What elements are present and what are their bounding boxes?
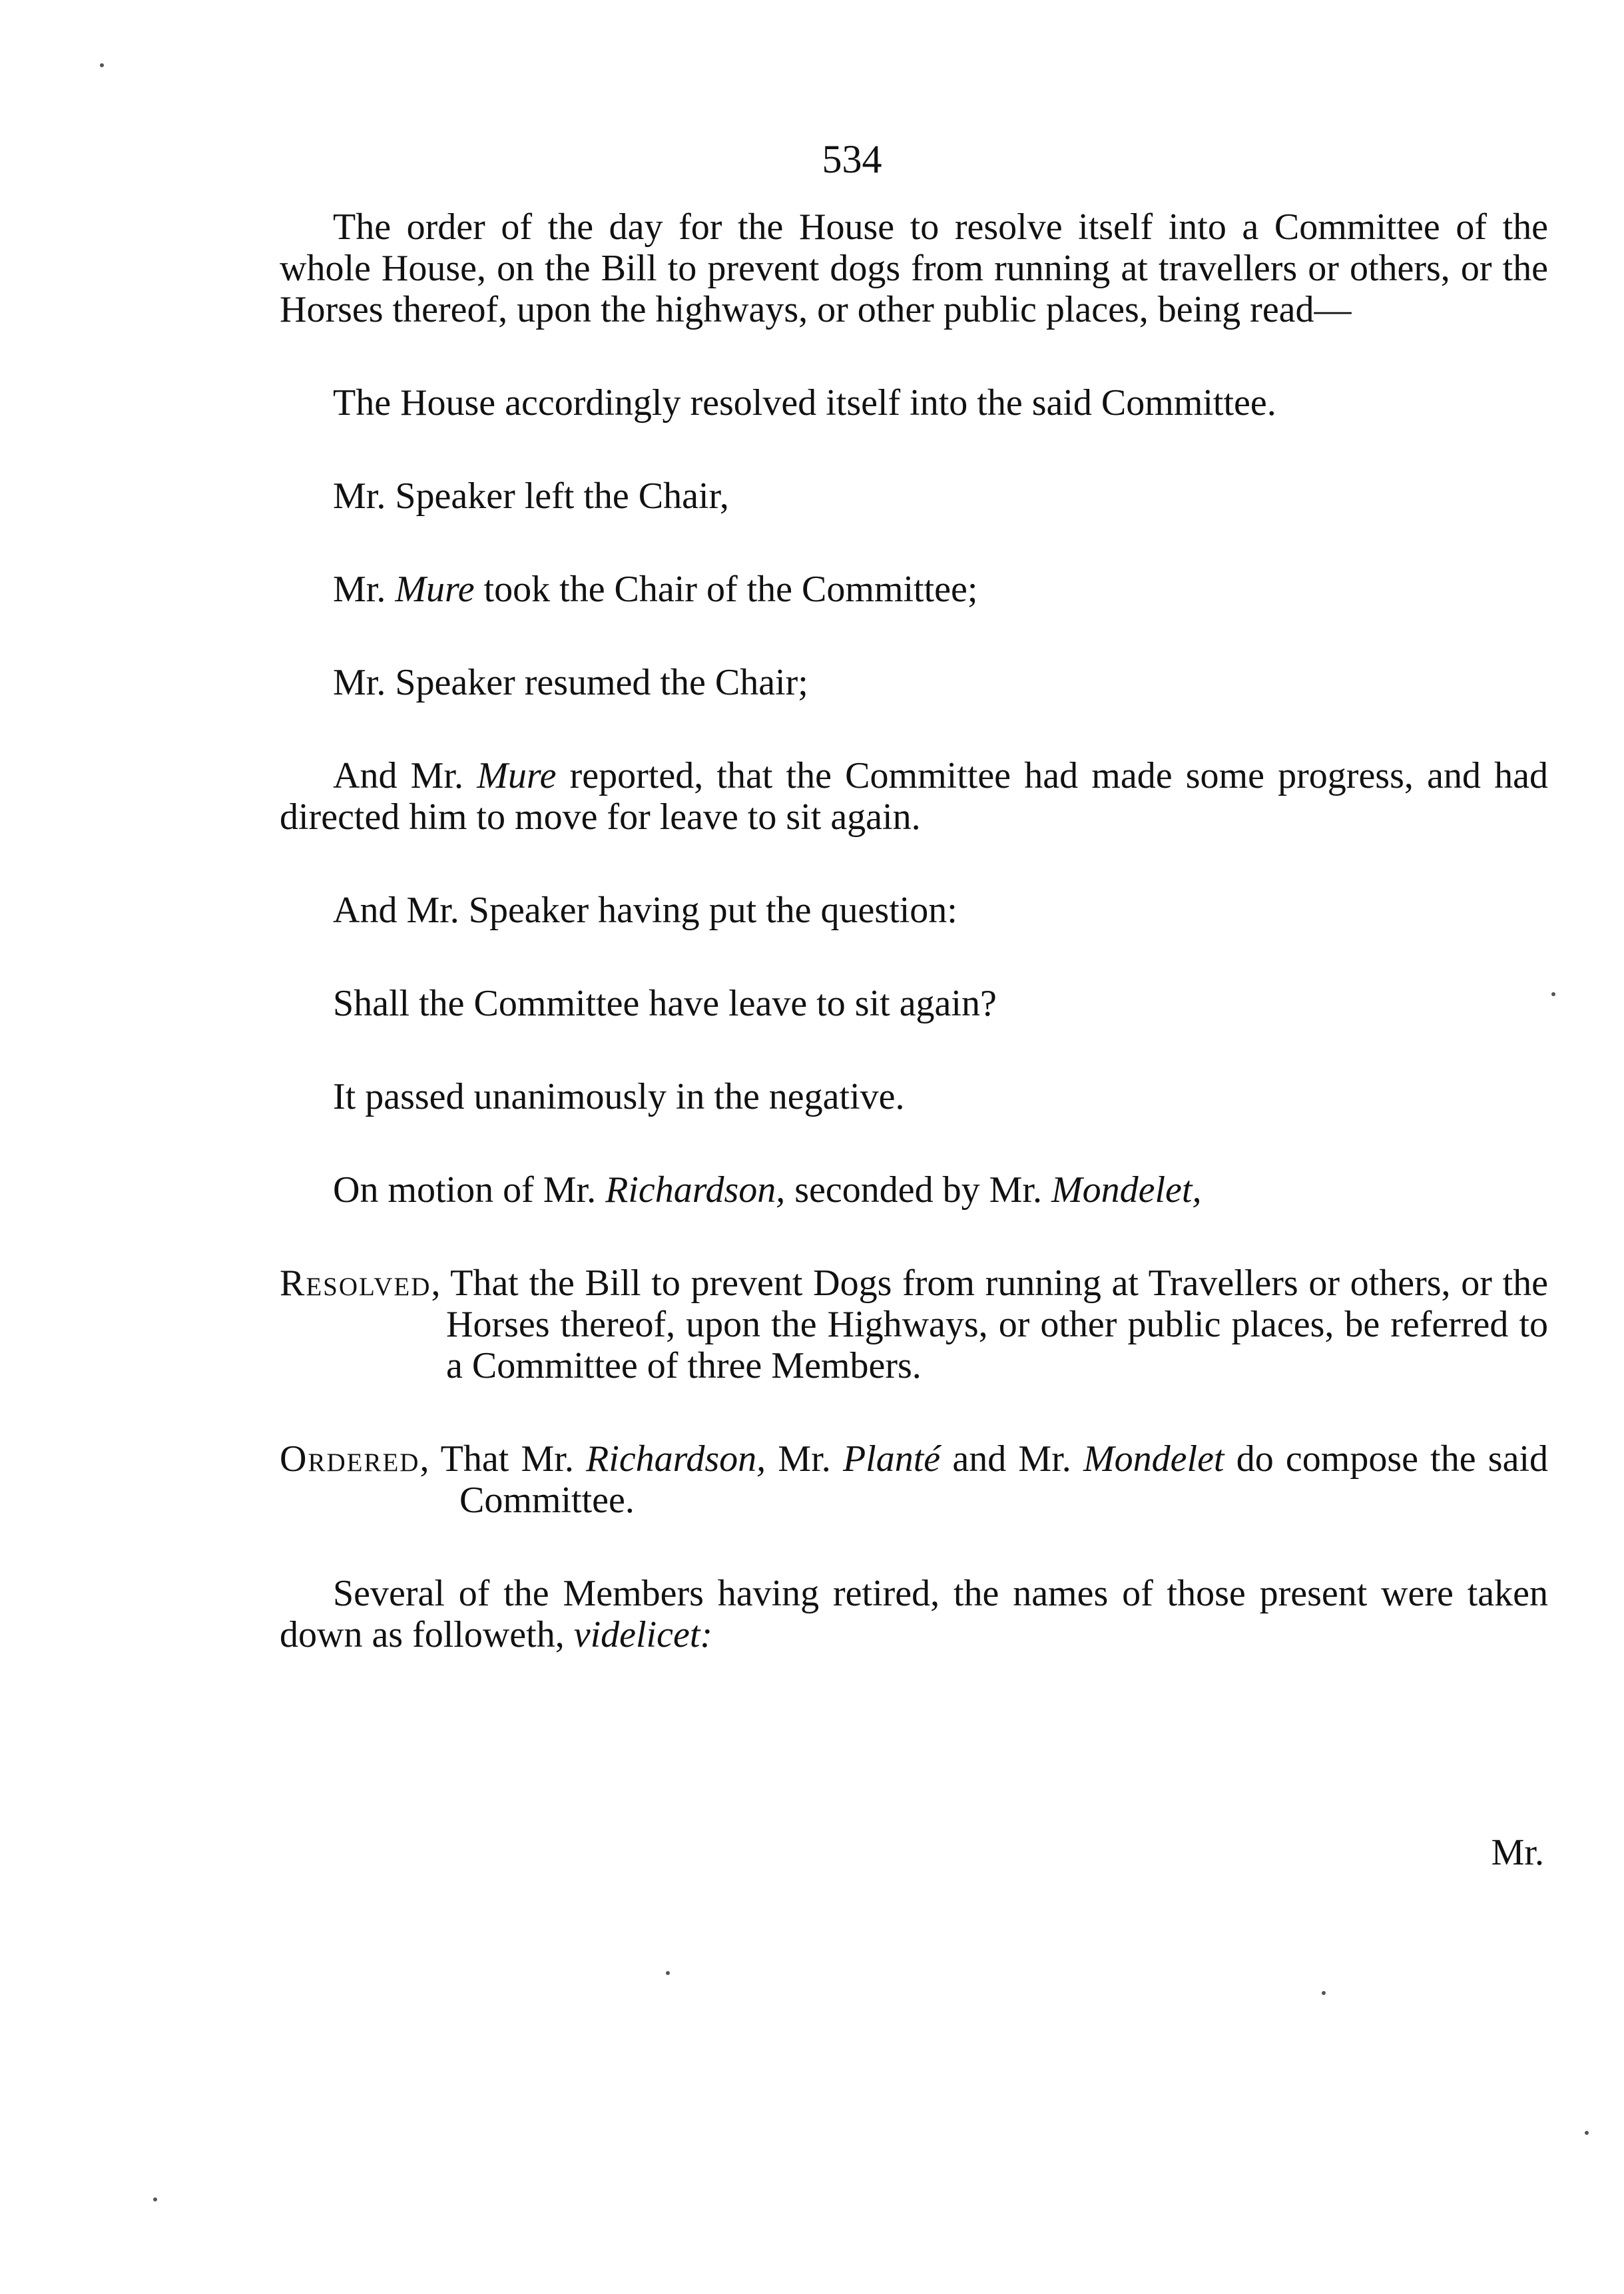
italic-name: Richardson,	[605, 1169, 786, 1211]
paragraph-on-motion	[280, 1169, 1548, 1211]
journal-text	[280, 206, 1548, 1707]
paragraph-mure-took-chair	[280, 569, 1548, 610]
page-number: 534	[822, 137, 882, 181]
paragraph-speaker-resumed	[280, 662, 1548, 703]
italic-name: Mure	[395, 569, 475, 610]
italic-name: Mondelet	[1083, 1438, 1224, 1480]
paragraph-question	[280, 983, 1548, 1024]
scan-speck	[666, 1971, 670, 1975]
motion-keyword: Resolved	[280, 1263, 431, 1304]
italic-name: videlicet:	[573, 1614, 713, 1655]
paragraph-speaker-question	[280, 890, 1548, 931]
paragraph-order-of-day	[280, 206, 1548, 330]
text-run: And Mr.	[333, 755, 477, 796]
italic-name: Mondelet,	[1051, 1169, 1202, 1211]
text-run: Mr. Speaker left the Chair,	[333, 475, 729, 517]
paragraph-mure-reported	[280, 755, 1548, 838]
text-run: The order of the day for the House to resolve itself into a Committee of the whole House, on the Bill to prevent dogs from running at travellers or others, or the Horses thereof, upon the highways, or other public places, being read—	[280, 206, 1548, 330]
paragraph-house-resolved	[280, 382, 1548, 424]
italic-name: Planté	[842, 1438, 941, 1480]
text-run: took the Chair of the Committee;	[474, 569, 978, 610]
text-run: , That the Bill to prevent Dogs from running at Travellers or others, or the Horses thereof, upon the Highways, or other public places, be referred to a Committee of three Members.	[431, 1263, 1548, 1386]
text-run: On motion of Mr.	[333, 1169, 606, 1211]
scan-speck	[1551, 992, 1555, 996]
scan-speck	[1322, 1991, 1326, 1995]
text-run: reported, that the Committee had made some progress, and had directed him to move for leave to sit again.	[280, 755, 1549, 838]
text-run: It passed unanimously in the negative.	[333, 1076, 905, 1117]
text-run: The House accordingly resolved itself into the said Committee.	[333, 382, 1276, 424]
motion-keyword: Ordered	[280, 1438, 420, 1480]
text-run: seconded by Mr.	[785, 1169, 1051, 1211]
scan-speck	[100, 63, 104, 67]
text-run: Mr. Speaker resumed the Chair;	[333, 662, 808, 703]
text-run: do compose the said Committee.	[459, 1438, 1549, 1521]
text-run: And Mr. Speaker having put the question:	[333, 890, 957, 931]
paragraph-members-retired	[280, 1573, 1548, 1655]
scan-speck	[1585, 2131, 1589, 2135]
italic-name: Mure	[477, 755, 557, 796]
paragraph-resolved	[280, 1263, 1548, 1386]
text-run: Mr.	[333, 569, 396, 610]
catchword: Mr.	[1491, 1832, 1544, 1873]
paragraph-negative	[280, 1076, 1548, 1117]
scan-speck	[153, 2197, 157, 2201]
italic-name: Richardson,	[586, 1438, 766, 1480]
paragraph-ordered	[280, 1438, 1548, 1521]
text-run: and Mr.	[940, 1438, 1083, 1480]
text-run: Shall the Committee have leave to sit again?	[333, 983, 997, 1024]
text-run: Several of the Members having retired, the names of those present were taken down as followeth,	[280, 1573, 1548, 1655]
paragraph-speaker-left	[280, 475, 1548, 517]
text-run: Mr.	[766, 1438, 843, 1480]
text-run: , That Mr.	[419, 1438, 587, 1480]
